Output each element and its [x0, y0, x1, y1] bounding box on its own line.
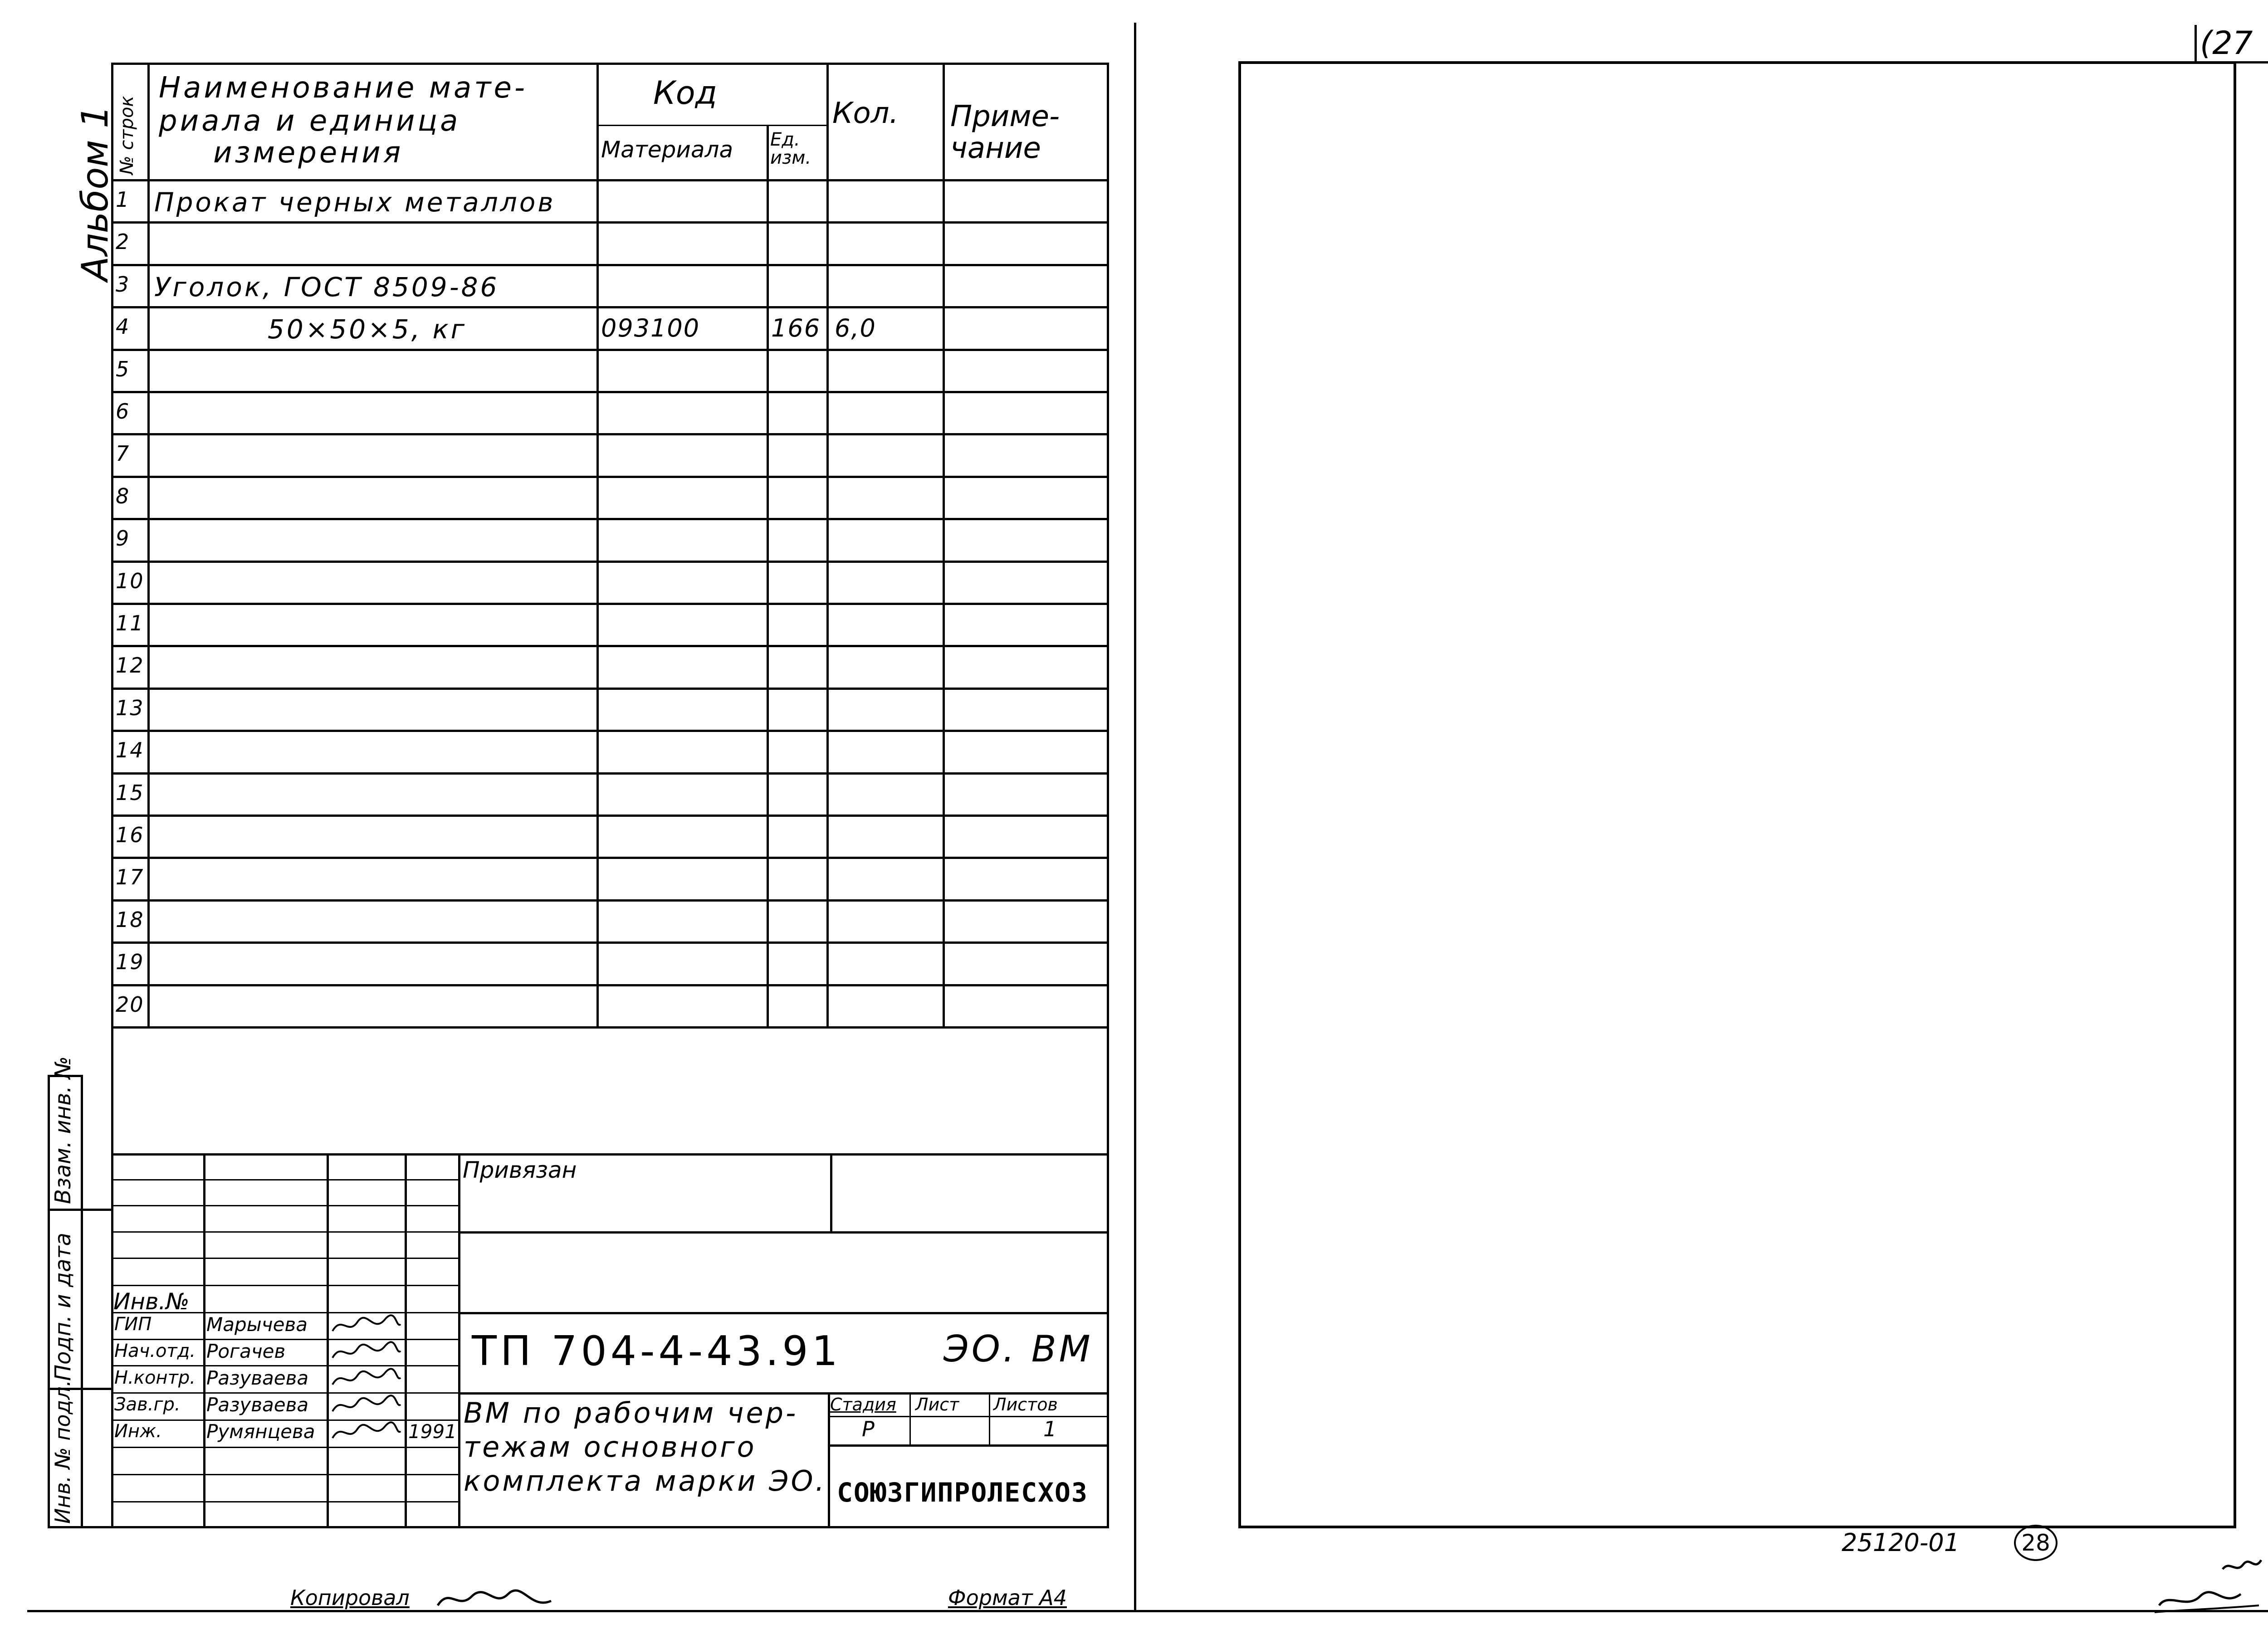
margin-div-1: [48, 1209, 111, 1211]
margin-inner: [81, 1075, 83, 1528]
row-line: [111, 688, 1109, 690]
row-unit: 166: [771, 314, 821, 343]
row-line: [111, 984, 1109, 986]
row-no: 11: [116, 611, 144, 635]
stamp-person-name: Разуваева: [206, 1367, 309, 1389]
row-no: 2: [116, 229, 130, 254]
stamp-grid-line: [111, 1231, 458, 1233]
stamp-grid-line: [111, 1258, 458, 1259]
header-name-3: измерения: [213, 136, 404, 170]
stamp-line-3: [458, 1312, 1109, 1314]
col-no-line: [147, 63, 150, 1026]
row-no: 6: [116, 399, 130, 424]
inv-no-label: Инв.№: [113, 1288, 190, 1315]
row-no: 14: [116, 738, 144, 763]
stamp-role: Инж.: [114, 1421, 162, 1442]
stamp-title-2: тежам основного: [464, 1430, 757, 1463]
sheets-value: 1: [1043, 1417, 1057, 1441]
row-line: [111, 857, 1109, 859]
row-no: 5: [116, 356, 130, 381]
row-qty: 6,0: [835, 314, 876, 343]
stamp-role: ГИП: [114, 1314, 152, 1335]
stamp-signature: [330, 1340, 403, 1365]
stamp-signature: [330, 1393, 403, 1418]
row-name: Прокат черных металлов: [154, 187, 556, 218]
sheet-label: Лист: [915, 1395, 959, 1415]
header-unit: Ед. изм.: [770, 129, 811, 168]
frame-right: [1107, 63, 1109, 1527]
footer-line: [27, 1610, 2268, 1612]
page-divider: [1134, 23, 1136, 1610]
circle-number-text: 28: [2021, 1530, 2050, 1556]
margin-outer: [48, 1075, 50, 1528]
header-row-no: № строк: [117, 96, 137, 175]
org-name: СОЮЗГИПРОЛЕСХОЗ: [837, 1477, 1088, 1508]
blank-sheet-top-ext: [2232, 61, 2268, 63]
row-no: 8: [116, 483, 130, 508]
stamp-line-2: [458, 1231, 1109, 1234]
corner-mark: [2195, 25, 2197, 63]
col-name-line: [596, 63, 599, 1026]
row-line: [111, 476, 1109, 478]
sheets-label: Листов: [993, 1395, 1058, 1415]
header-code: Код: [653, 74, 717, 112]
header-name-1: Наименование мате-: [159, 71, 528, 105]
row-line: [111, 730, 1109, 732]
row-no: 12: [116, 653, 144, 678]
row-line: [111, 391, 1109, 393]
album-label: Альбом 1: [74, 105, 116, 281]
row-line: [111, 264, 1109, 266]
col-unit-line: [826, 63, 829, 1026]
header-material: Материала: [601, 137, 733, 163]
margin-podp: Подп. и дата: [50, 1233, 76, 1381]
stamp-person-name: Марычева: [206, 1313, 308, 1336]
stamp-title-3: комплекта марки ЭО.: [464, 1464, 827, 1497]
copied-signature: [435, 1583, 553, 1614]
blank-sheet: [1238, 61, 2236, 1528]
doc-code: ТП 704-4-43.91: [472, 1327, 841, 1375]
row-no: 7: [116, 441, 130, 466]
stamp-grid-line: [111, 1205, 458, 1206]
stage-col-2: [989, 1392, 990, 1444]
stamp-role: Зав.гр.: [114, 1394, 181, 1415]
margin-inv-podl: Инв. № подл.: [50, 1380, 75, 1524]
stage-row-2: [828, 1444, 1107, 1447]
stamp-signature: [330, 1313, 403, 1338]
row-line: [111, 433, 1109, 435]
row-line: [111, 899, 1109, 902]
row-line: [111, 645, 1109, 647]
row-no: 16: [116, 823, 144, 847]
stamp-role: Нач.отд.: [114, 1341, 196, 1361]
stage-label: Стадия: [830, 1395, 896, 1415]
row-name: 50×50×5, кг: [268, 314, 467, 345]
corner-signature: [2150, 1551, 2268, 1619]
row-no: 4: [116, 314, 130, 339]
row-line: [111, 1026, 1109, 1029]
privyazan-label: Привязан: [463, 1157, 577, 1183]
stamp-signature: [330, 1420, 403, 1445]
copied-label: Копировал: [290, 1585, 410, 1610]
doc-mark: ЭО. ВМ: [943, 1328, 1093, 1370]
stamp-grid-line: [111, 1179, 458, 1180]
stage-value: Р: [862, 1417, 875, 1441]
stamp-grid-line: [111, 1501, 458, 1502]
code-subheader-line: [599, 125, 828, 126]
row-no: 19: [116, 950, 144, 975]
header-note-1: Приме-: [950, 100, 1060, 133]
row-no: 18: [116, 907, 144, 932]
row-line: [111, 518, 1109, 520]
row-no: 9: [116, 526, 130, 551]
stamp-col-2: [203, 1153, 205, 1527]
stamp-signature: [330, 1366, 403, 1391]
stamp-top-line: [111, 1153, 1109, 1156]
stamp-role: Н.контр.: [114, 1367, 196, 1388]
stamp-grid-line: [111, 1365, 458, 1366]
row-line: [111, 349, 1109, 351]
row-line: [111, 815, 1109, 817]
doc-number: 25120-01: [1842, 1528, 1960, 1557]
row-no: 15: [116, 780, 144, 805]
frame-top: [111, 63, 1109, 65]
margin-bottom: [48, 1526, 111, 1528]
header-note-2: чание: [950, 132, 1041, 165]
stamp-vert-privyazan: [830, 1153, 832, 1231]
header-bottom-line: [111, 179, 1109, 181]
stamp-date: 1991: [408, 1420, 457, 1443]
format-label: Формат А4: [948, 1585, 1067, 1610]
row-no: 10: [116, 568, 144, 593]
row-line: [111, 941, 1109, 944]
col-code-line: [767, 125, 769, 1026]
row-no: 13: [116, 695, 144, 720]
row-code: 093100: [601, 314, 700, 343]
row-line: [111, 221, 1109, 224]
header-qty: Кол.: [832, 97, 899, 130]
row-line: [111, 306, 1109, 308]
stage-col-1: [909, 1392, 911, 1444]
stamp-grid-line: [111, 1447, 458, 1448]
page-corner-number: (27: [2200, 24, 2253, 62]
margin-vzam: Взам. инв. №: [50, 1056, 76, 1204]
col-qty-line: [943, 63, 945, 1026]
stamp-person-name: Рогачев: [206, 1340, 286, 1362]
stamp-person-name: Разуваева: [206, 1394, 309, 1416]
row-no: 3: [116, 272, 130, 297]
row-no: 17: [116, 865, 144, 890]
row-name: Уголок, ГОСТ 8509-86: [154, 271, 499, 302]
stamp-title-1: ВМ по рабочим чер-: [464, 1396, 798, 1429]
header-name-2: риала и единица: [159, 104, 461, 138]
circle-number: [2014, 1525, 2058, 1561]
stamp-grid-line: [111, 1474, 458, 1475]
row-line: [111, 603, 1109, 605]
row-no: 20: [116, 992, 144, 1017]
frame-bottom: [111, 1526, 1109, 1528]
stamp-col-4: [405, 1153, 407, 1527]
stamp-vert-main: [458, 1153, 460, 1527]
stamp-grid-line: [111, 1285, 458, 1286]
row-line: [111, 772, 1109, 775]
row-no: 1: [116, 187, 130, 212]
stamp-col-3: [327, 1153, 329, 1527]
row-line: [111, 561, 1109, 563]
stamp-person-name: Румянцева: [206, 1420, 315, 1443]
